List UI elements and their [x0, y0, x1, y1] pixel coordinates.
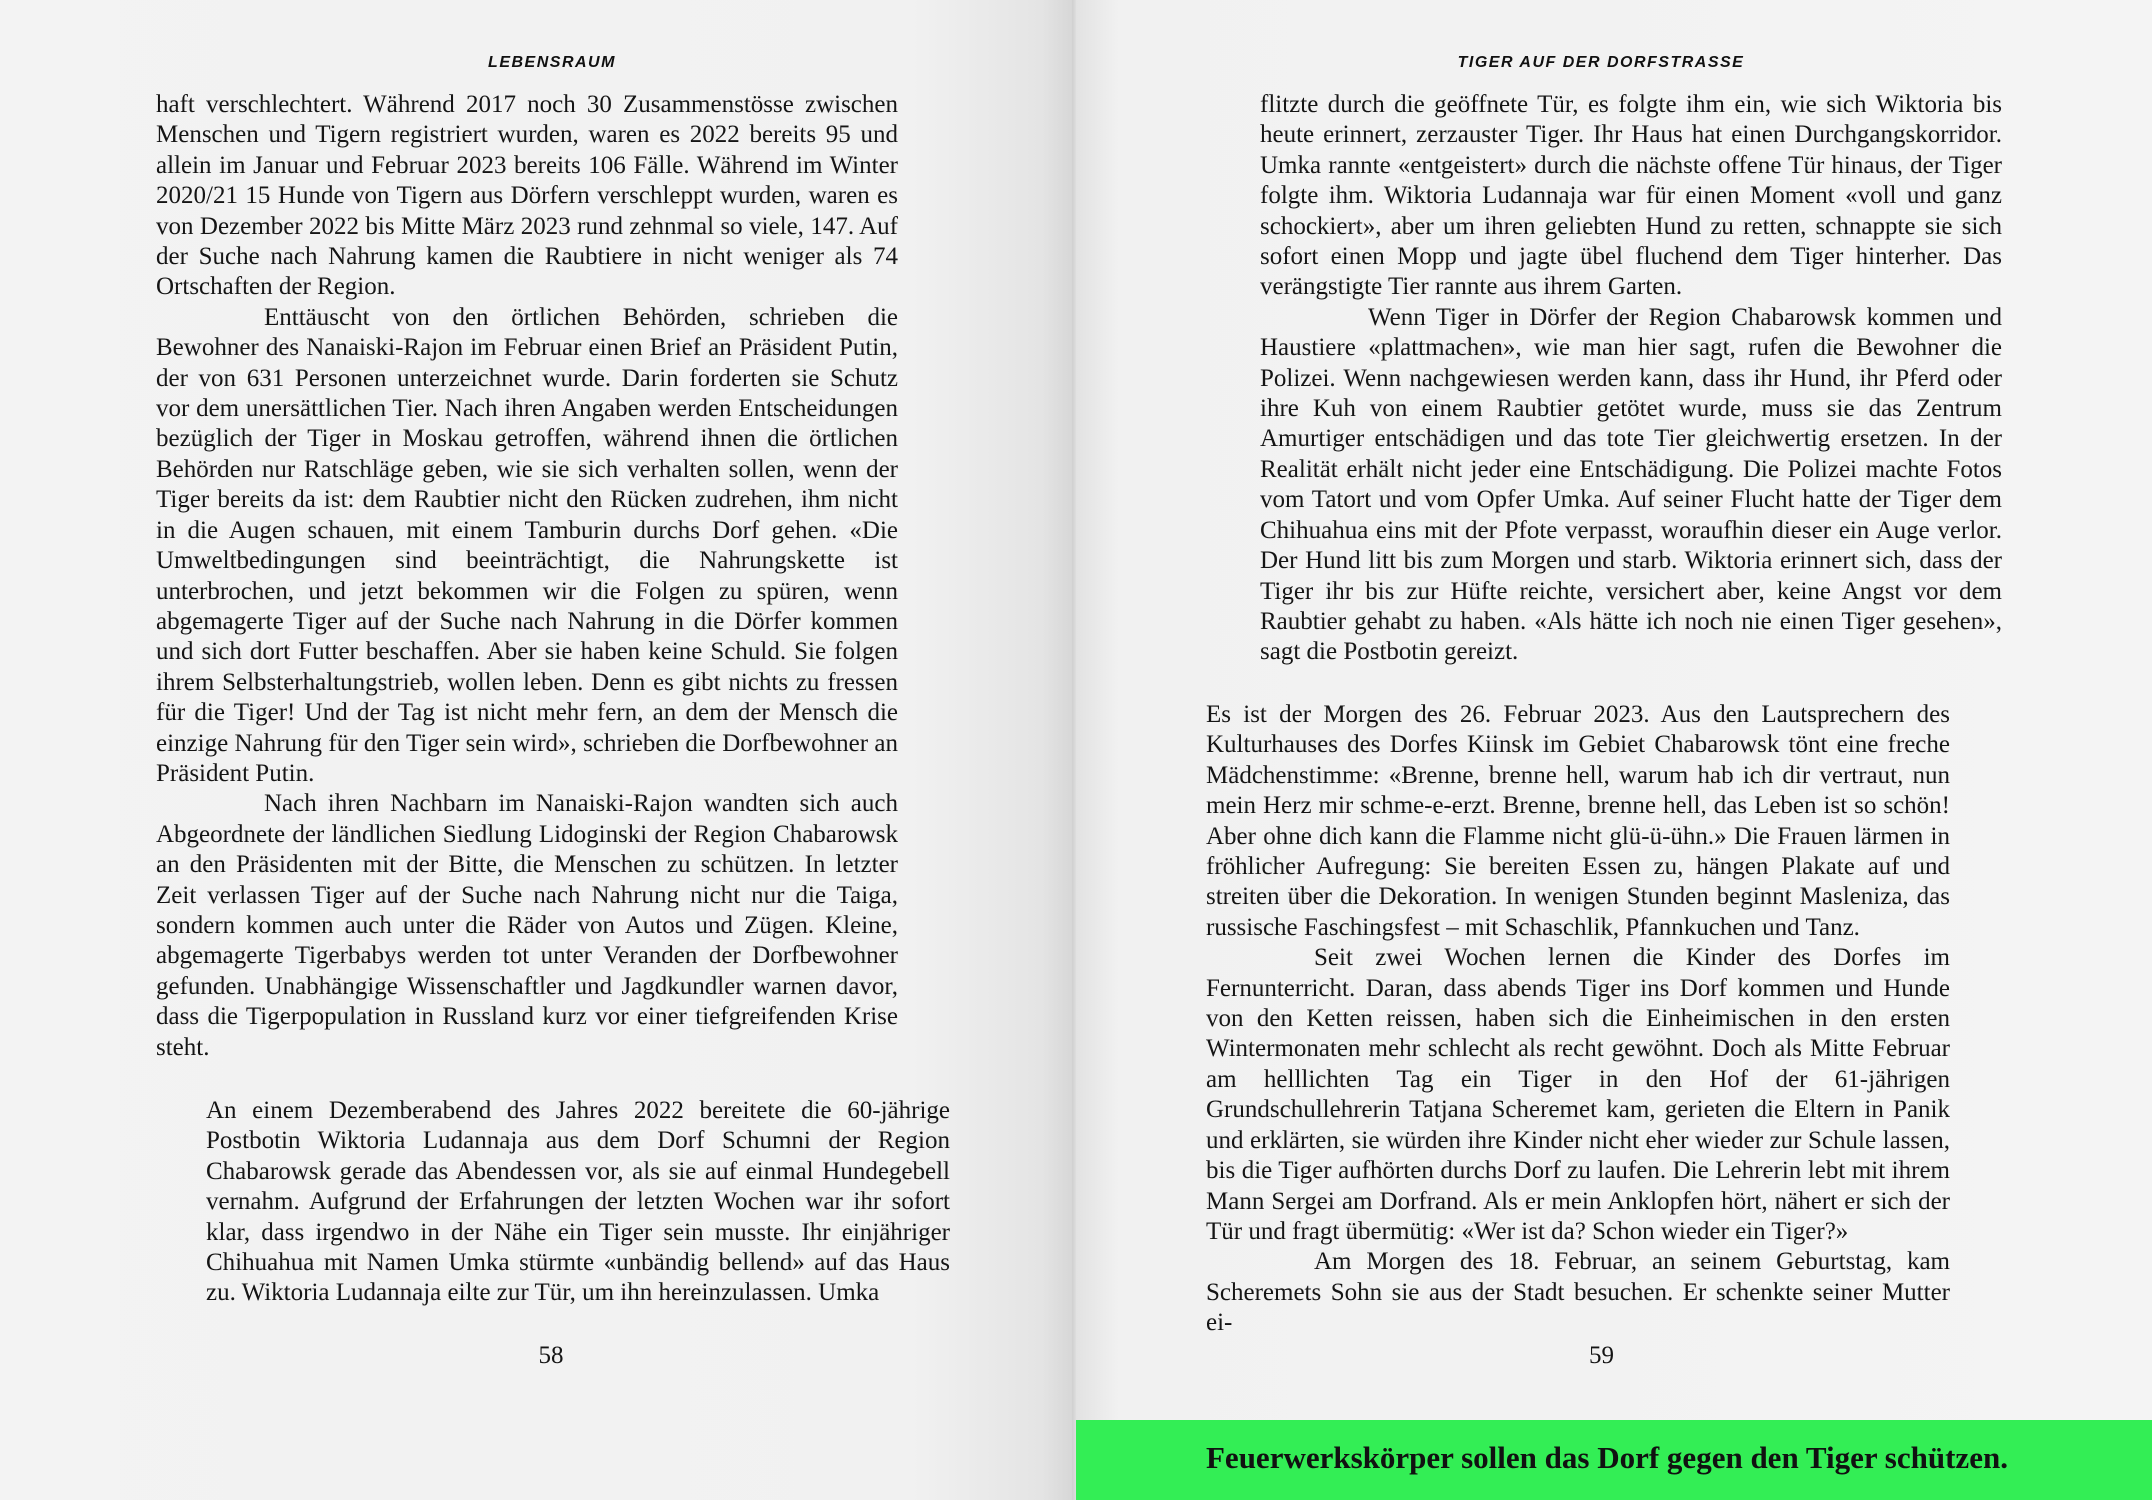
- left-page: [0, 0, 1074, 1500]
- paragraph: Wenn Tiger in Dörfer der Region Chabarowsk kommen und Haustiere «plattmachen», wie man hier sagt, rufen die Bewohner die Polizei. Wenn nachgewiesen werden kann, dass ihr Hund, ihr Pferd oder ihre Kuh von einem Raubtier getötet wurde, muss sie das Zentrum Amurtiger entschädigen und das tote Tier gleichwertig ersetzen. In der Realität erhält nicht jeder eine Entschädigung. Die Polizei machte Fotos vom Tatort und vom Opfer Umka. Auf seiner Flucht hatte der Tiger dem Chihuahua eins mit der Pfote verpasst, woraufhin dieser ein Auge verlor. Der Hund litt bis zum Morgen und starb. Wiktoria erinnert sich, dass der Tiger ihr bis zur Hüfte reichte, versichert aber, keine Angst vor dem Raubtier gehabt zu haben. «Als hätte ich noch nie einen Tiger gesehen», sagt die Postbotin gereizt.: [1260, 303, 2002, 666]
- caption-banner: [1076, 1420, 2152, 1500]
- paragraph: Seit zwei Wochen lernen die Kinder des Dorfes im Fernunterricht. Daran, dass abends Tiger ins Dorf kommen und Hunde von den Ketten reissen, haben sich die Einheimischen in den ersten Wintermonaten mehr schlecht als recht gewöhnt. Doch als Mitte Februar am helllichten Tag ein Tiger in den Hof der 61-jährigen Grundschullehrerin Tatjana Scheremet kam, gerieten die Eltern in Panik und erklärten, sie würden ihre Kinder nicht eher wieder zur Schule lassen, bis die Tiger aufhörten durchs Dorf zu laufen. Die Lehrerin lebt mit ihrem Mann Sergei am Dorfrand. Als er mein Anklopfen hört, nähert er sich der Tür und fragt übermütig: «Wer ist da? Schon wieder ein Tiger?»: [1206, 944, 1950, 1245]
- right-page: [1076, 0, 2152, 1500]
- paragraph: Nach ihren Nachbarn im Nanaiski-Rajon wandten sich auch Abgeordnete der ländlichen Siedlung Lidoginski der Region Chabarowsk an den Präsidenten mit der Bitte, die Menschen zu schützen. In letzter Zeit verlassen Tiger auf der Suche nach Nahrung nicht nur die Taiga, sondern kommen auch unter die Räder von Autos und Zügen. Kleine, abgemagerte Tigerbabys werden tot unter Veranden der Dorfbewohner gefunden. Unabhängige Wissenschaftler und Jagdkundler warnen davor, dass die Tigerpopulation in Russland kurz vor einer tiefgreifenden Krise steht.: [156, 790, 898, 1061]
- page-number-left: 58: [538, 1342, 564, 1369]
- page-number-right: 59: [1589, 1342, 1614, 1369]
- left-text-block-2: [206, 1096, 950, 1309]
- paragraph: Es ist der Morgen des 26. Februar 2023. Aus den Lautsprechern des Kulturhauses des Dorfes Kiinsk im Gebiet Chabarowsk tönt eine freche Mädchenstimme: «Brenne, brenne hell, warum hab ich dir vertraut, nun mein Herz mir schme-e-erzt. Brenne, brenne hell, das Leben ist so schön! Aber ohne dich kann die Flamme nicht glü-ü-ühn.» Die Frauen lärmen in fröhlicher Aufregung: Sie bereiten Essen zu, hängen Plakate auf und streiten über die Dekoration. In wenigen Stunden beginnt Masleniza, das russische Faschingsfest – mit Schaschlik, Pfannkuchen und Tanz.: [1206, 701, 1950, 941]
- paragraph: An einem Dezemberabend des Jahres 2022 bereitete die 60-jährige Postbotin Wiktoria Ludannaja aus dem Dorf Schumni der Region Chabarowsk gerade das Abendessen vor, als sie auf einmal Hundegebell vernahm. Aufgrund der Erfahrungen der letzten Wochen war ihr sofort klar, dass irgendwo in der Nähe ein Tiger sein musste. Ihr einjähriger Chihuahua mit Namen Umka stürmte «unbändig bellend» auf das Haus zu. Wiktoria Ludannaja eilte zur Tür, um ihn hereinzulassen. Umka: [206, 1097, 950, 1307]
- left-text-block-1: [156, 90, 898, 1063]
- paragraph: flitzte durch die geöffnete Tür, es folgte ihm ein, wie sich Wiktoria bis heute erinnert, zerzauster Tiger. Ihr Haus hat einen Durchgangskorridor. Umka rannte «entgeistert» durch die nächste offene Tür hinaus, der Tiger folgte ihm. Wiktoria Ludannaja war für einen Moment «voll und ganz schockiert», aber um ihren geliebten Hund zu retten, schnappte sie sich sofort einen Mopp und jagte übel fluchend dem Tiger hinterher. Das verängstigte Tier rannte aus ihrem Garten.: [1260, 91, 2002, 301]
- caption-banner-text: Feuerwerkskörper sollen das Dorf gegen den Tiger schützen.: [1206, 1440, 2008, 1475]
- paragraph: haft verschlechtert. Während 2017 noch 30 Zusammenstösse zwischen Menschen und Tigern registriert wurden, waren es 2022 bereits 95 und allein im Januar und Februar 2023 bereits 106 Fälle. Während im Winter 2020/21 15 Hunde von Tigern aus Dörfern verschleppt wurden, waren es von Dezember 2022 bis Mitte März 2023 rund zehnmal so viele, 147. Auf der Suche nach Nahrung kamen die Raubtiere in nicht weniger als 74 Ortschaften der Region.: [156, 91, 898, 301]
- right-text-block-2: [1206, 700, 1950, 1339]
- right-text-block-1: [1260, 90, 2002, 668]
- paragraph: Am Morgen des 18. Februar, an seinem Geburtstag, kam Scheremets Sohn sie aus der Stadt besuchen. Er schenkte seiner Mutter ei-: [1206, 1248, 1950, 1337]
- running-head-right: TIGER AUF DER DORFSTRASSE: [1457, 54, 1745, 71]
- paragraph: Enttäuscht von den örtlichen Behörden, schrieben die Bewohner des Nanaiski-Rajon im Februar einen Brief an Präsident Putin, der von 631 Personen unterzeichnet wurde. Darin forderten sie Schutz vor dem unersättlichen Tier. Nach ihren Angaben werden Entscheidungen bezüglich der Tiger in Moskau getroffen, während ihnen die örtlichen Behörden nur Ratschläge geben, wie sie sich verhalten sollen, wenn der Tiger bereits da ist: dem Raubtier nicht den Rücken zudrehen, ihm nicht in die Augen schauen, mit einem Tamburin durchs Dorf gehen. «Die Umweltbedingungen sind beeinträchtigt, die Nahrungskette ist unterbrochen, und jetzt bekommen wir die Folgen zu spüren, wenn abgemagerte Tiger auf der Suche nach Nahrung in die Dörfer kommen und sich dort Futter beschaffen. Aber sie haben keine Schuld. Sie folgen ihrem Selbsterhaltungstrieb, wollen leben. Denn es gibt nichts zu fressen für die Tiger! Und der Tag ist nicht mehr fern, an dem der Mensch die einzige Nahrung für den Tiger sein wird», schrieben die Dorfbewohner an Präsident Putin.: [156, 303, 898, 787]
- running-head-left: LEBENSRAUM: [488, 54, 616, 71]
